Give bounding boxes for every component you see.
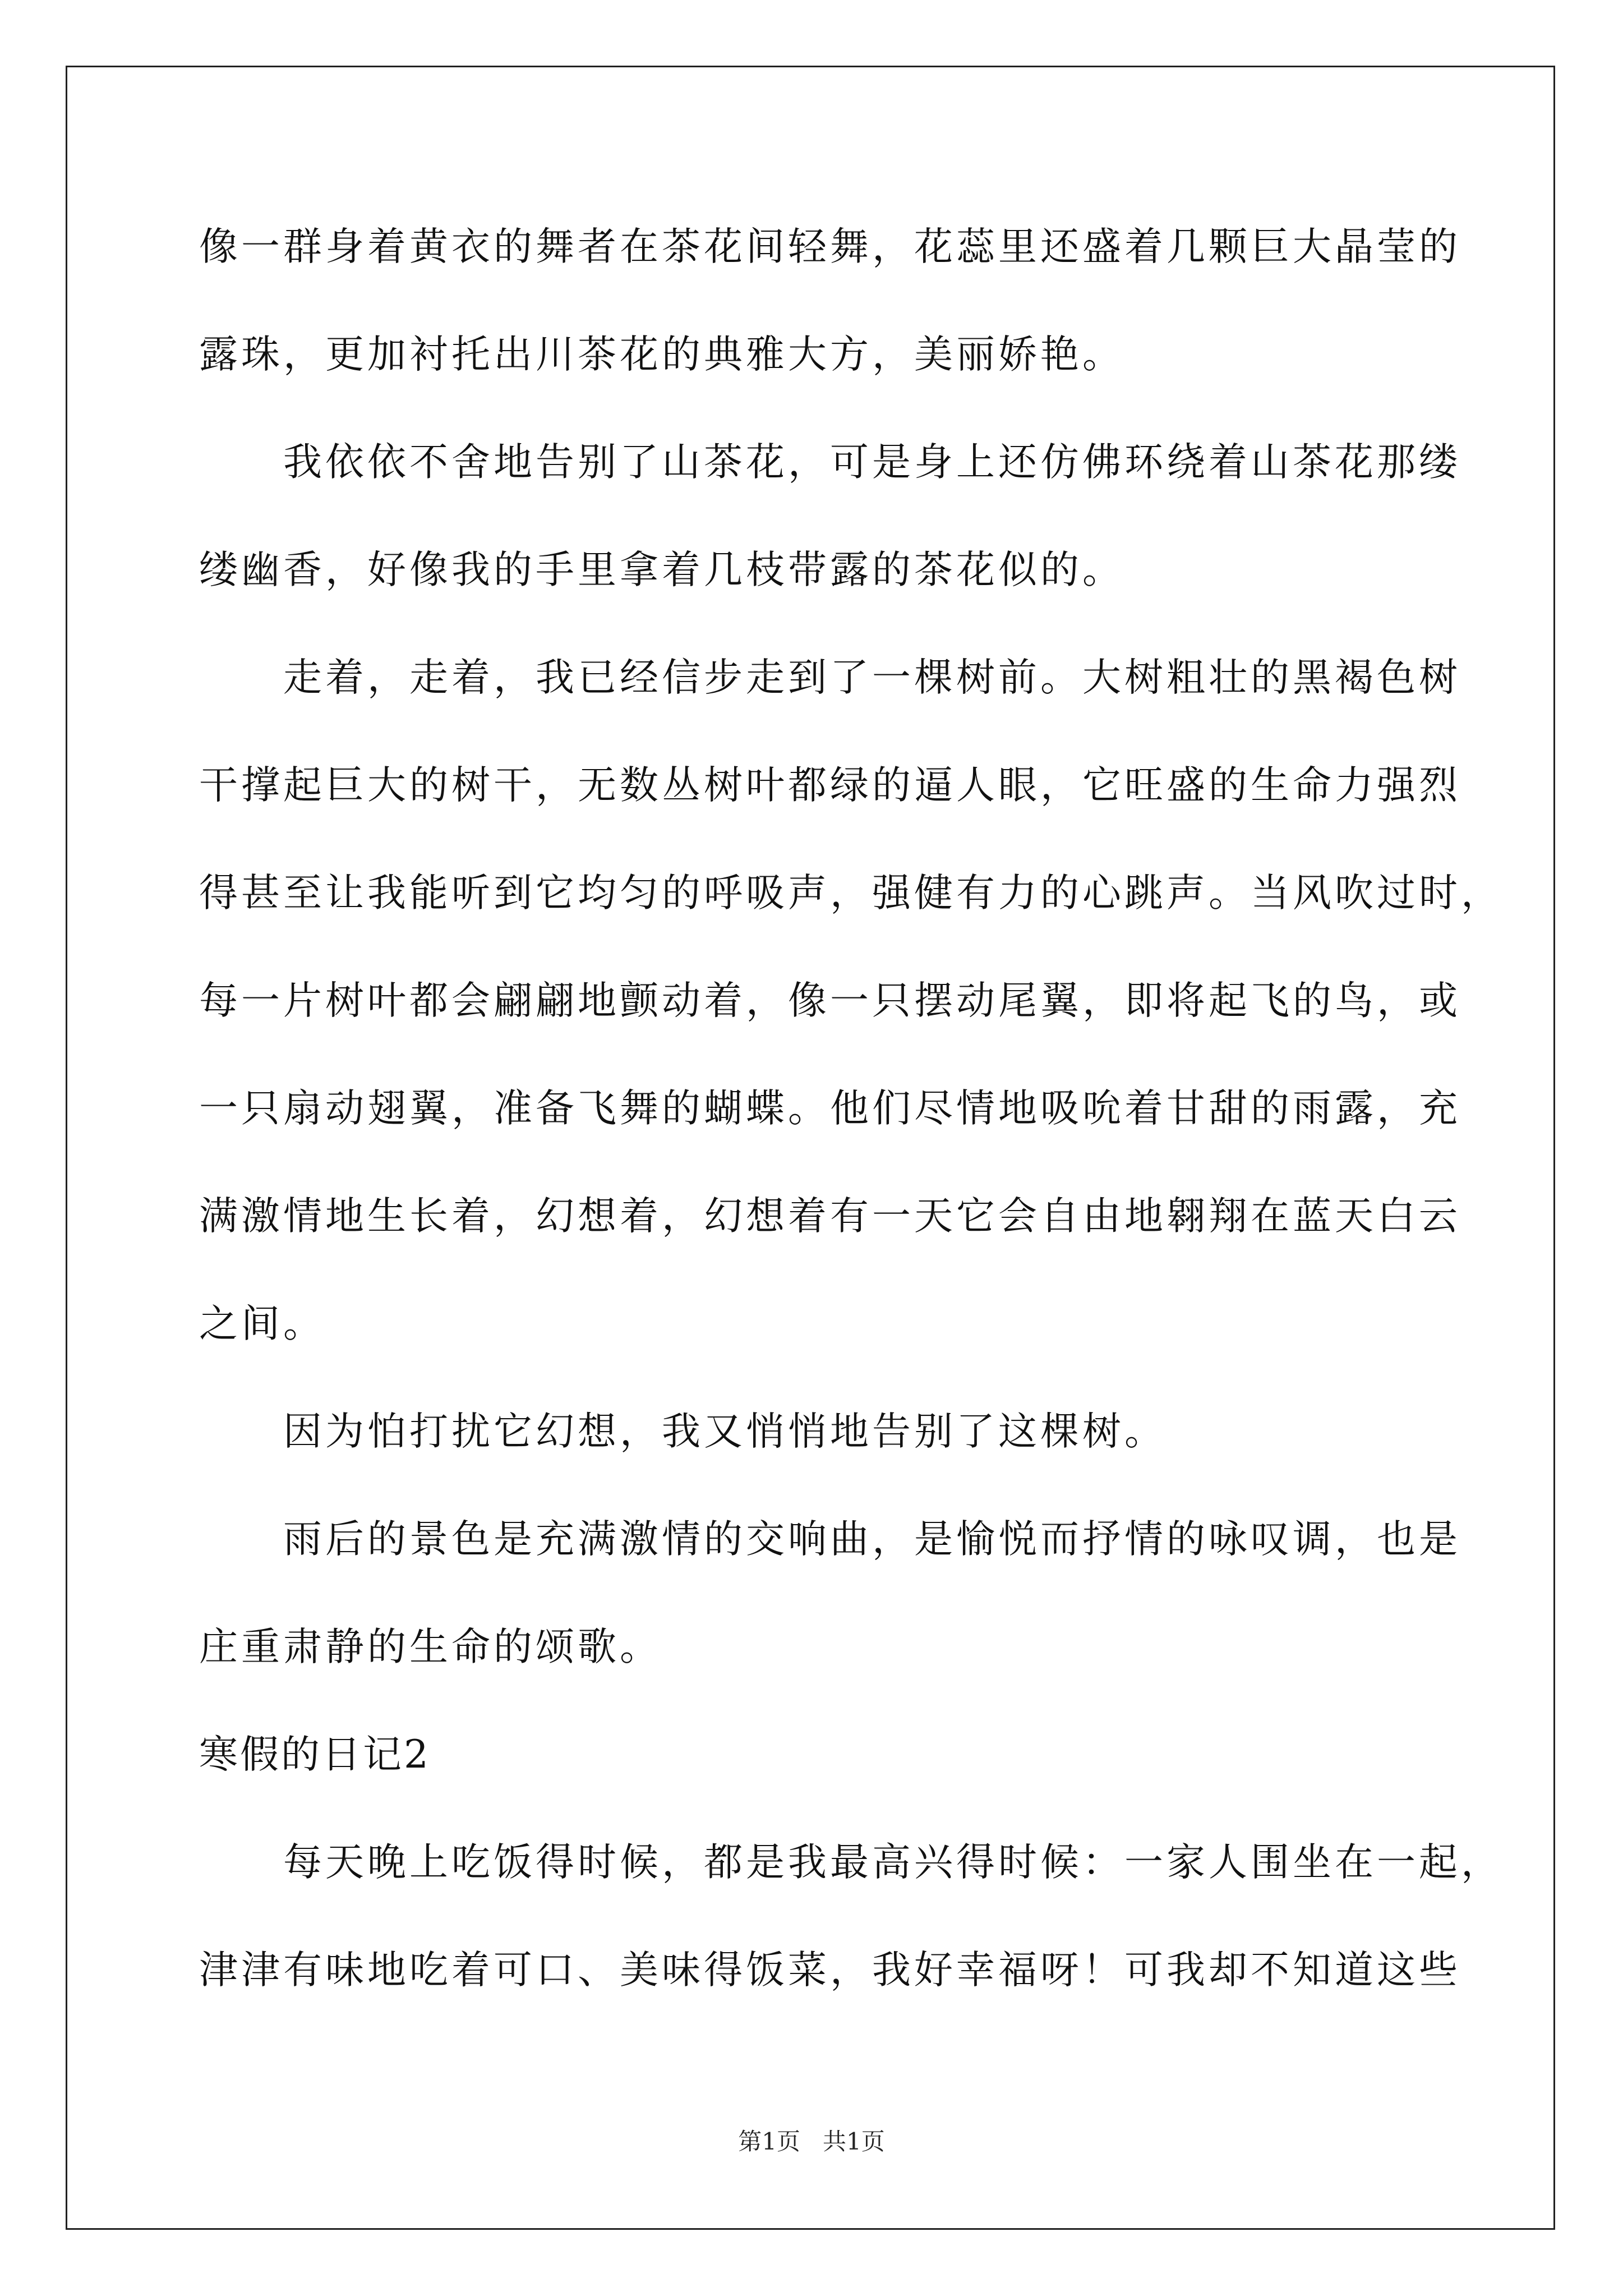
paragraph-line: 因为怕打扰它幻想，我又悄悄地告别了这棵树。 <box>283 1409 1166 1454</box>
document-body <box>199 220 1503 1997</box>
paragraph-line: 像一群身着黄衣的舞者在茶花间轻舞，花蕊里还盛着几颗巨大晶莹的 <box>199 224 1461 269</box>
paragraph-line: 雨后的景色是充满激情的交响曲，是愉悦而抒情的咏叹调，也是 <box>283 1517 1461 1562</box>
paragraph-line: 庄重肃静的生命的颂歌。 <box>199 1625 662 1669</box>
page-number: 第1页 <box>738 2128 800 2155</box>
paragraph-line: 干撑起巨大的树干，无数丛树叶都绿的逼人眼，它旺盛的生命力强烈 <box>199 763 1461 808</box>
paragraph-line: 每天晚上吃饭得时候，都是我最高兴得时候：一家人围坐在一起， <box>283 1840 1503 1885</box>
paragraph-line: 之间。 <box>199 1301 325 1346</box>
paragraph-line: 缕幽香，好像我的手里拿着几枝带露的茶花似的。 <box>199 547 1124 592</box>
page-total: 共1页 <box>823 2128 885 2155</box>
paragraph-line: 满激情地生长着，幻想着，幻想着有一天它会自由地翱翔在蓝天白云 <box>199 1194 1461 1239</box>
paragraph-line: 每一片树叶都会翩翩地颤动着，像一只摆动尾翼，即将起飞的鸟，或 <box>199 978 1461 1023</box>
paragraph-line: 走着，走着，我已经信步走到了一棵树前。大树粗壮的黑褐色树 <box>283 655 1461 700</box>
paragraph-line: 得甚至让我能听到它均匀的呼吸声，强健有力的心跳声。当风吹过时， <box>199 871 1503 915</box>
paragraph-line: 我依依不舍地告别了山茶花，可是身上还仿佛环绕着山茶花那缕 <box>283 440 1461 485</box>
paragraph-line: 一只扇动翅翼，准备飞舞的蝴蝶。他们尽情地吸吮着甘甜的雨露，充 <box>199 1086 1461 1131</box>
paragraph-line: 津津有味地吃着可口、美味得饭菜，我好幸福呀！可我却不知道这些 <box>199 1948 1461 1993</box>
section-heading: 寒假的日记2 <box>199 1732 431 1777</box>
paragraph-line: 露珠，更加衬托出川茶花的典雅大方，美丽娇艳。 <box>199 332 1124 377</box>
page-footer <box>0 2126 1623 2157</box>
